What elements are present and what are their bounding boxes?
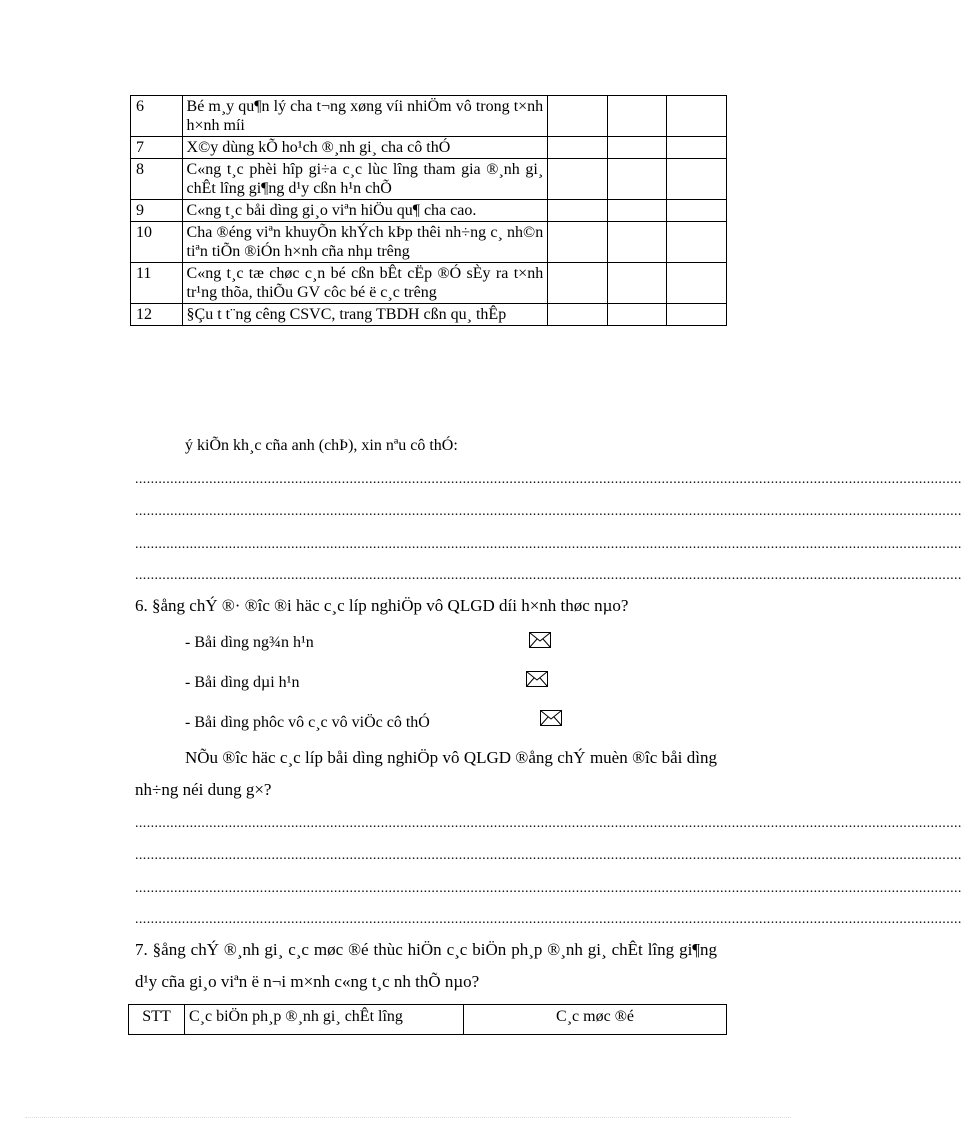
rating-cell[interactable]: [667, 263, 727, 304]
question-6-follow-up: NÕu ®îc häc c¸c líp båi dìng nghiÖp vô QLGD ®ång chÝ muèn ®îc båi dìng nh÷ng néi dung g×?: [135, 748, 717, 799]
rating-cell[interactable]: [667, 137, 727, 159]
opinion-prompt: ý kiÕn kh¸c cña anh (chÞ), xin nªu cô thÓ:: [185, 437, 458, 454]
answer-line: ....................................................................................................................................................................................................................: [135, 504, 962, 519]
option-specific-tasks: - Båi dìng phôc vô c¸c vô viÖc cô thÓ: [185, 714, 430, 731]
table-row: [131, 137, 727, 159]
table-row: [131, 200, 727, 222]
rating-cell[interactable]: [607, 159, 667, 200]
header-levels: C¸c møc ®é: [464, 1005, 727, 1035]
checkbox-specific-tasks[interactable]: [540, 710, 562, 726]
answer-line: ....................................................................................................................................................................................................................: [135, 848, 962, 863]
row-number: 12: [131, 304, 183, 326]
table-row: [131, 159, 727, 200]
answer-line: ....................................................................................................................................................................................................................: [135, 912, 962, 927]
answer-line: ....................................................................................................................................................................................................................: [135, 568, 962, 583]
row-text: C«ng t¸c phèi hîp gi÷a c¸c lùc lîng tham gia ®¸nh gi¸ chÊt lîng gi¶ng d¹y cßn h¹n chÕ: [182, 159, 548, 200]
header-stt: STT: [129, 1005, 185, 1035]
rating-cell[interactable]: [607, 200, 667, 222]
rating-cell[interactable]: [548, 96, 608, 137]
envelope-checkbox-icon: [526, 671, 548, 687]
row-number: 11: [131, 263, 183, 304]
rating-cell[interactable]: [548, 222, 608, 263]
measures-table: [128, 1004, 727, 1035]
rating-cell[interactable]: [548, 137, 608, 159]
table-row: [131, 263, 727, 304]
measures-table-header: [129, 1005, 727, 1035]
question-7-title: 7. §ång chÝ ®¸nh gi¸ c¸c møc ®é thùc hiÖn c¸c biÖn ph¸p ®¸nh gi¸ chÊt lîng gi¶ng d¹y cña gi¸o viªn ë n¬i m×nh c«ng t¸c nh thÕ nµo?: [135, 940, 717, 991]
row-number: 7: [131, 137, 183, 159]
rating-cell[interactable]: [667, 304, 727, 326]
rating-cell[interactable]: [667, 200, 727, 222]
rating-cell[interactable]: [548, 304, 608, 326]
rating-cell[interactable]: [548, 263, 608, 304]
rating-cell[interactable]: [548, 200, 608, 222]
envelope-checkbox-icon: [540, 710, 562, 726]
rating-cell[interactable]: [607, 222, 667, 263]
rating-cell[interactable]: [548, 159, 608, 200]
row-text: C«ng t¸c tæ chøc c¸n bé cßn bÊt cËp ®Ó sÈy ra t×nh tr¹ng thõa, thiÕu GV côc bé ë c¸c trêng: [182, 263, 548, 304]
checkbox-long-term[interactable]: [526, 671, 548, 687]
rating-cell[interactable]: [667, 222, 727, 263]
row-text: §Çu t t¨ng cêng CSVC, trang TBDH cßn qu¸ thÊp: [182, 304, 548, 326]
option-long-term: - Båi dìng dµi h¹n: [185, 674, 300, 691]
table-row: [131, 304, 727, 326]
answer-line: ....................................................................................................................................................................................................................: [135, 537, 962, 552]
answer-line: ....................................................................................................................................................................................................................: [135, 472, 962, 487]
envelope-checkbox-icon: [529, 632, 551, 648]
option-short-term: - Båi dìng ng¾n h¹n: [185, 634, 314, 651]
row-number: 10: [131, 222, 183, 263]
checkbox-short-term[interactable]: [529, 632, 551, 648]
header-measures: C¸c biÖn ph¸p ®¸nh gi¸ chÊt lîng: [185, 1005, 464, 1035]
table-row: [131, 222, 727, 263]
row-number: 6: [131, 96, 183, 137]
row-number: 9: [131, 200, 183, 222]
rating-cell[interactable]: [607, 263, 667, 304]
rating-cell[interactable]: [607, 96, 667, 137]
row-text: Cha ®éng viªn khuyÕn khÝch kÞp thêi nh÷ng c¸ nh©n tiªn tiÕn ®iÓn h×nh cña nhµ trêng: [182, 222, 548, 263]
rating-cell[interactable]: [667, 96, 727, 137]
rating-cell[interactable]: [667, 159, 727, 200]
row-number: 8: [131, 159, 183, 200]
row-text: X©y dùng kÕ ho¹ch ®¸nh gi¸ cha cô thÓ: [182, 137, 548, 159]
question-6-title: 6. §ång chÝ ®· ®îc ®i häc c¸c líp nghiÖp vô QLGD díi h×nh thøc nµo?: [135, 596, 629, 615]
survey-table: [130, 95, 727, 326]
table-row: [131, 96, 727, 137]
answer-line: ....................................................................................................................................................................................................................: [135, 881, 962, 896]
row-text: C«ng t¸c båi dìng gi¸o viªn hiÖu qu¶ cha cao.: [182, 200, 548, 222]
rating-cell[interactable]: [607, 137, 667, 159]
row-text: Bé m¸y qu¶n lý cha t¬ng xøng víi nhiÖm vô trong t×nh h×nh míi: [182, 96, 548, 137]
answer-line: ....................................................................................................................................................................................................................: [135, 816, 962, 831]
page-divider: [25, 1117, 791, 1118]
rating-cell[interactable]: [607, 304, 667, 326]
